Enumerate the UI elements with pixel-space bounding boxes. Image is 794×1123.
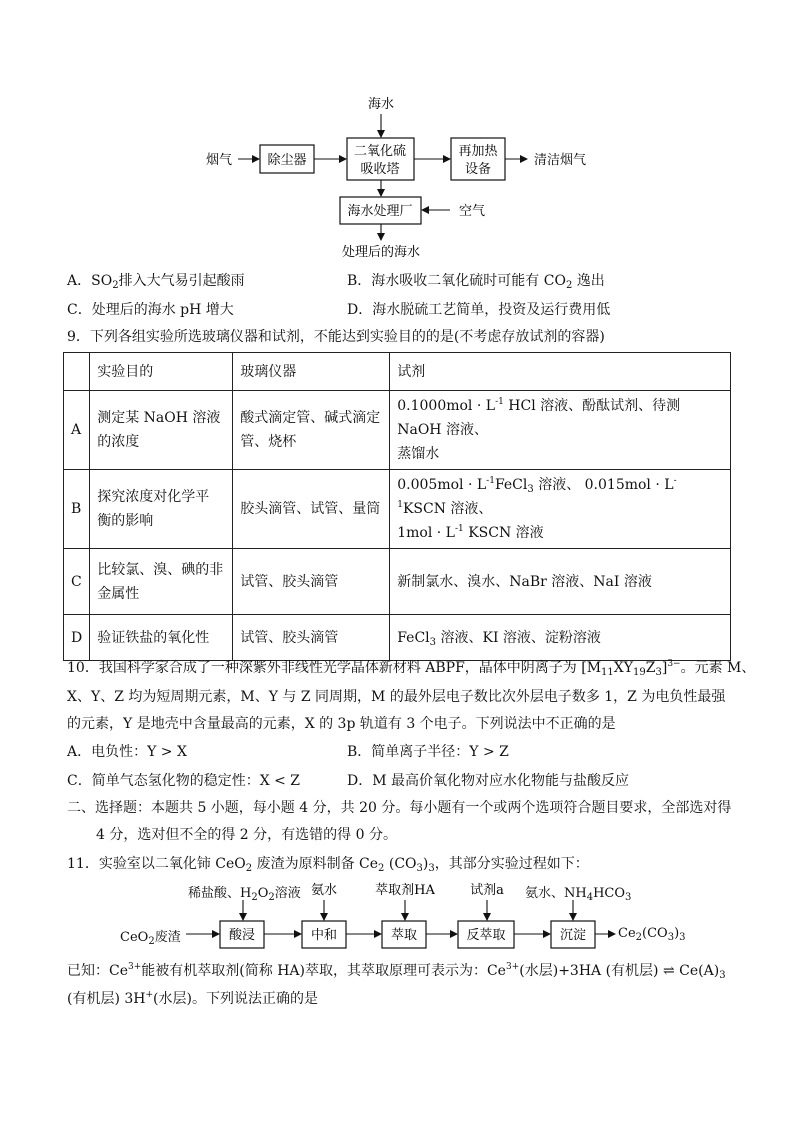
- reagent-neutralize-label: 氨水: [310, 883, 338, 898]
- treated-water-label: 处理后的海水: [341, 245, 421, 260]
- table-row: [64, 391, 731, 470]
- table-row: [64, 470, 731, 549]
- section-2-instructions-line1: 二、选择题：本题共 5 小题，每小题 4 分，共 20 分。每小题有一个或两个选项符合题目要求，全部选对得: [67, 800, 732, 816]
- row-label: D: [64, 615, 90, 661]
- table-header-row: [64, 353, 731, 391]
- clean-gas-label: 清洁烟气: [533, 153, 587, 168]
- q10-option-d: D．M 最高价氧化物对应水化物能与盐酸反应: [347, 773, 630, 789]
- q8-option-d: D．海水脱硫工艺简单，投资及运行费用低: [347, 302, 611, 318]
- section-2-instructions-line2: 4 分，选对但不全的得 2 分，有选错的得 0 分。: [96, 827, 397, 843]
- absorber-label-line2: 吸收塔: [360, 162, 400, 177]
- reagent-back-extract-label: 试剂a: [470, 883, 504, 898]
- q11-known-line-2: (有机层) 3H+(水层)。下列说法正确的是: [67, 990, 318, 1007]
- sea-water-label: 海水: [367, 97, 395, 112]
- row-label: A: [64, 391, 90, 470]
- row-reagent: 新制氯水、溴水、NaBr 溶液、NaI 溶液: [390, 549, 731, 615]
- row-purpose: 测定某 NaOH 溶液 的浓度: [90, 391, 233, 470]
- row-reagent: $0.1000mol \cdot L^{-1}$ HCl 溶液、酚酞试剂、待测 NaOH 溶液、 蒸馏水: [390, 391, 731, 470]
- table-row: [64, 549, 731, 615]
- step-acid-leach-label: 酸浸: [228, 928, 256, 943]
- q11-stem: 11．实验室以二氧化铈 CeO$_2$ 废渣为原料制备 $Ce_2$ $(CO_3)_3$，其部分实验过程如下：: [67, 856, 589, 874]
- row-reagent: $0.005mol \cdot L^{-1}FeCl_3$ 溶液、 $0.015mol \cdot L^{-1}KSCN$ 溶液、 $1mol \cdot L^{-1}$ KSCN 溶液: [390, 470, 731, 549]
- air-label: 空气: [458, 204, 486, 219]
- row-glassware: 酸式滴定管、碱式滴定 管、烧杯: [233, 391, 390, 470]
- reagent-precipitate-label: 氨水、$NH_4HCO_3$: [525, 886, 632, 903]
- start-material-label: CeO$_2$废渣: [120, 930, 181, 947]
- q10-line-3: 的元素，Y 是地壳中含量最高的元素，X 的 3p 轨道有 3 个电子。下列说法中不正确的是: [67, 716, 616, 732]
- reagent-acid-leach-label: 稀盐酸、$H_2O_2$溶液: [188, 886, 301, 903]
- q10-option-a: A．电负性：Y > X: [67, 744, 187, 760]
- row-glassware: 胶头滴管、试管、量筒: [233, 470, 390, 549]
- absorber-label-line1: 二氧化硫: [353, 144, 407, 159]
- step-neutralize-label: 中和: [310, 928, 338, 943]
- row-glassware: 试管、胶头滴管: [233, 549, 390, 615]
- flue-gas-label: 烟气: [205, 153, 233, 168]
- row-purpose: 验证铁盐的氧化性: [90, 615, 233, 661]
- step-back-extract-label: 反萃取: [466, 928, 506, 943]
- q8-option-a: A．$SO_2$排入大气易引起酸雨: [67, 273, 245, 291]
- step-extract-label: 萃取: [390, 928, 418, 943]
- table-header-blank: [64, 353, 90, 391]
- row-label: B: [64, 470, 90, 549]
- reheat-label-line1: 再加热: [458, 144, 498, 159]
- table-row: [64, 615, 731, 661]
- q10-option-b: B．简单离子半径：Y > Z: [347, 744, 509, 760]
- q10-line-1: 10．我国科学家合成了一种深紫外非线性光学晶体新材料 ABPF，晶体中阴离子为 $[M_{11}XY_{19}Z_3]^{3-}$。元素 M、: [67, 659, 756, 678]
- desulfurization-flow-diagram: [0, 0, 794, 270]
- row-reagent: FeCl$_3$ 溶液、KI 溶液、淀粉溶液: [390, 615, 731, 661]
- q10-line-2: X、Y、Z 均为短周期元素，M、Y 与 Z 同周期，M 的最外层电子数比次外层电子数多 1，Z 为电负性最强: [67, 689, 726, 705]
- reagent-extract-label: 萃取剂HA: [375, 883, 435, 898]
- row-label: C: [64, 549, 90, 615]
- reheat-label-line2: 设备: [464, 162, 492, 177]
- dust-remover-label: 除尘器: [267, 153, 307, 168]
- product-label: $Ce_2(CO_3)_3$: [618, 926, 686, 943]
- table-header-glassware: 玻璃仪器: [233, 353, 390, 391]
- row-glassware: 试管、胶头滴管: [233, 615, 390, 661]
- treatment-plant-label: 海水处理厂: [347, 204, 413, 219]
- row-purpose: 探究浓度对化学平 衡的影响: [90, 470, 233, 549]
- table-header-purpose: 实验目的: [90, 353, 233, 391]
- table-header-reagent: 试剂: [390, 353, 731, 391]
- q9-stem: 9．下列各组实验所选玻璃仪器和试剂，不能达到实验目的的是(不考虑存放试剂的容器): [67, 329, 605, 345]
- q10-option-c: C．简单气态氢化物的稳定性：X < Z: [67, 773, 301, 789]
- q8-option-c: C．处理后的海水 pH 增大: [67, 302, 234, 318]
- row-purpose: 比较氯、溴、碘的非 金属性: [90, 549, 233, 615]
- q11-known-line-1: 已知：$Ce^{3+}$能被有机萃取剂(简称 HA)萃取，其萃取原理可表示为：$Ce^{3+}$(水层)+3HA (有机层) ⇌ $Ce(A)_3$: [67, 962, 726, 981]
- q8-option-b: B．海水吸收二氧化硫时可能有 $CO_2$ 逸出: [347, 273, 605, 291]
- q9-experiment-table: [63, 352, 731, 661]
- step-precipitate-label: 沉淀: [559, 928, 587, 943]
